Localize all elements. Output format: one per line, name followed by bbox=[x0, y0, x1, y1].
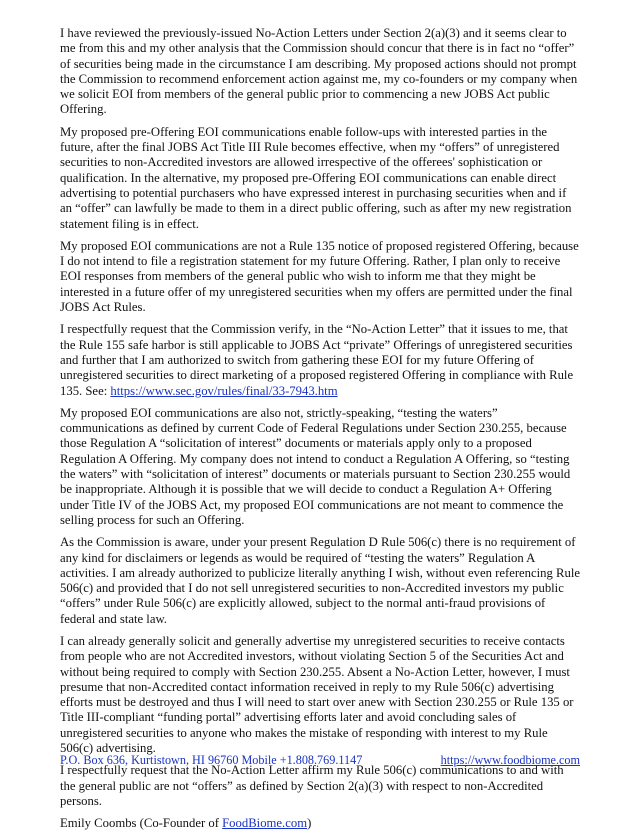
footer-address: P.O. Box 636, Kurtistown, HI 96760 Mobile +1.808.769.1147 bbox=[60, 753, 363, 767]
signature-line bbox=[60, 816, 580, 831]
paragraph-rule-155-request bbox=[60, 322, 580, 398]
paragraph-rule-135: My proposed EOI communications are not a Rule 135 notice of proposed registered Offering, because I do not intend to file a registration statement for my future Offering. Rather, I plan only to receive EOI responses from members of the general public who wish to inform me that they might be interested in a future offer of my unregistered securities when my offers are permitted under the final JOBS Act Rules. bbox=[60, 238, 579, 315]
paragraph-affirm-request: I respectfully request that the No-Action Letter affirm my Rule 506(c) communications to and with the general public are not “offers” as defined by Section 2(a)(3) with respect to non-Accredited persons. bbox=[60, 763, 564, 808]
foodbiome-link[interactable]: FoodBiome.com bbox=[222, 816, 308, 831]
signature-prefix: Emily Coombs (Co-Founder of bbox=[60, 816, 223, 831]
footer bbox=[60, 753, 580, 768]
paragraph-testing-the-waters: My proposed EOI communications are also not, strictly-speaking, “testing the waters” communications as defined by current Code of Federal Regulations under Section 230.255, because those Regulation A “solicitation of interest” documents or materials apply only to a proposed Regulation A Offering. My company does not intend to conduct a Regulation A Offering, so “testing the waters” with “solicitation of interest” documents or materials pursuant to Section 230.255 would be inappropriate. Although it is possible that we will decide to conduct a Regulation A+ Offering under Title IV of the JOBS Act, my proposed EOI communications are not meant to commence the selling process for such an Offering. bbox=[60, 405, 571, 527]
paragraph-pre-offering-eoi: My proposed pre-Offering EOI communications enable follow-ups with interested parties in the future, after the final JOBS Act Title III Rule becomes effective, when my “offers” of unregistered securities to non-Accredited investors are allowed irrespective of the offerees' sophistication or qualification. In the alternative, my proposed pre-Offering EOI communications can enable direct advertising to potential purchasers who have expressed interest in purchasing securities when and if an “offer” can lawfully be made to them in a direct public offering, such as after my new registration statement filing is in effect. bbox=[60, 124, 572, 231]
paragraph-rule-155-text: I respectfully request that the Commission verify, in the “No-Action Letter” that it issues to me, that the Rule 155 safe harbor is still applicable to JOBS Act “private” Offerings of unregistered securities and further that I am authorized to switch from gathering these EOI for my future Offering of unregistered securities to direct marketing of a proposed registered Offering in compliance with Rule 135. See: bbox=[60, 322, 574, 398]
paragraph-no-action-letters: I have reviewed the previously-issued No-Action Letters under Section 2(a)(3) and it seems clear to me from this and my other analysis that the Commission should concur that there is in fact no “offer” of securities being made in the circumstance I am describing. My proposed actions should not prompt the Commission to recommend enforcement action against me, my co-founders or my company when we solicit EOI from members of the general public prior to commencing a new JOBS Act public Offering. bbox=[60, 26, 578, 117]
paragraph-rule-506c: As the Commission is aware, under your present Regulation D Rule 506(c) there is no requirement of any kind for disclaimers or legends as would be required of “testing the waters” Regulation A activities. I am already authorized to publicize literally anything I wish, without even referencing Rule 506(c) and provided that I do not sell unregistered securities to non-Accredited investors my public “offers” under Rule 506(c) are explicitly allowed, subject to the normal anti-fraud provisions of federal and state law. bbox=[60, 535, 581, 626]
sec-rule-link[interactable]: https://www.sec.gov/rules/final/33-7943.htm bbox=[110, 383, 338, 398]
paragraph-general-solicitation: I can already generally solicit and generally advertise my unregistered securities to receive contacts from people who are not Accredited investors, without violating Section 5 of the Securities Act and without being required to comply with Section 230.255. Absent a No-Action Letter, however, I must presume that non-Accredited contact information received in reply to my Rule 506(c) advertising efforts must be destroyed and thus I will need to start over anew with Section 230.255 or Rule 135 or Title III-compliant “funding portal” advertising efforts later and avoid concluding sales of unregistered securities to anyone who makes the mistake of responding with interest to my Rule 506(c) advertising. bbox=[60, 633, 574, 756]
footer-website-link[interactable]: https://www.foodbiome.com bbox=[440, 753, 580, 767]
signature-suffix: ) bbox=[307, 816, 312, 831]
